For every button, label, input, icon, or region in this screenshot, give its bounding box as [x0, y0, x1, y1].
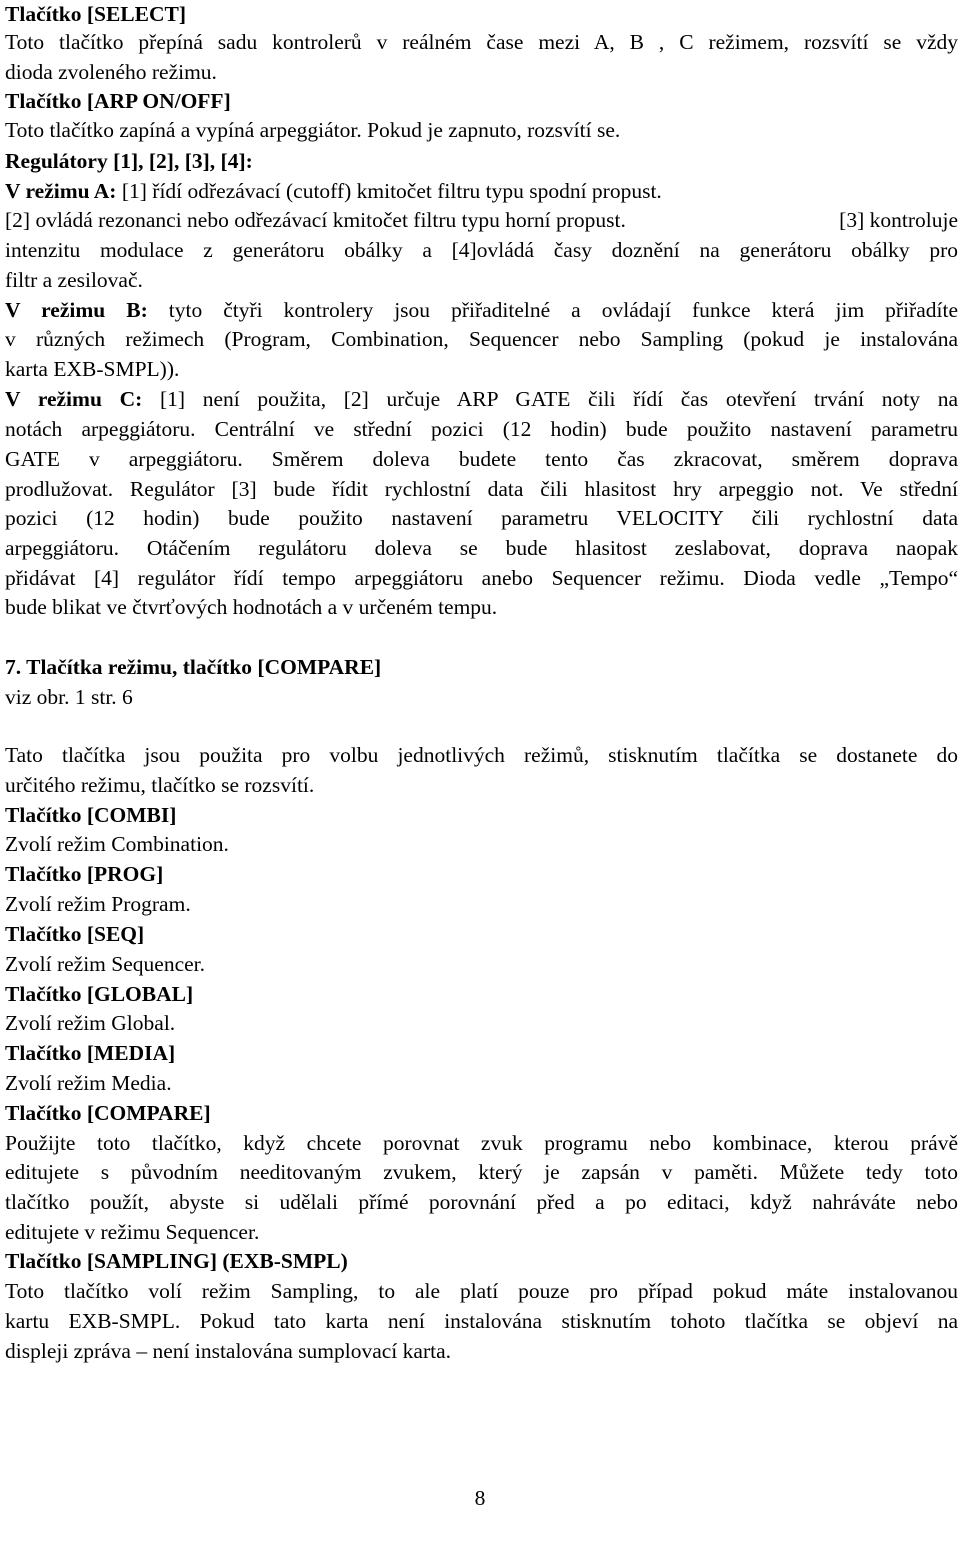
text-line — [5, 745, 958, 767]
line-text: editujete s původním needitovaným zvukem, který je zapsán v paměti. Můžete tedy toto — [5, 1160, 958, 1184]
line-text: dioda zvoleného režimu. — [5, 60, 217, 84]
line-text: v různých režimech (Program, Combination, Sequencer nebo Sampling (pokud je instalována — [5, 327, 958, 351]
bold-text: Tlačítko [MEDIA] — [5, 1041, 176, 1065]
line-text: Zvolí režim Global. — [5, 1011, 176, 1035]
line-text: [1] řídí odřezávací (cutoff) kmitočet filtru typu spodní propust. — [116, 179, 662, 203]
bold-text: V režimu C: — [5, 387, 143, 411]
text-line — [5, 1013, 175, 1035]
text-line — [839, 210, 958, 232]
text-line — [5, 240, 958, 262]
line-text: pozici (12 hodin) bude použito nastavení parametru VELOCITY čili rychlostní data — [5, 506, 958, 530]
line-text: Toto tlačítko přepíná sadu kontrolerů v reálném čase mezi A, B , C režimem, rozsvítí se vždy — [5, 30, 958, 54]
text-line — [5, 924, 144, 946]
text-line — [5, 1251, 348, 1273]
line-text: Použijte toto tlačítko, když chcete porovnat zvuk programu nebo kombinace, kterou právě — [5, 1131, 958, 1155]
text-line — [5, 984, 193, 1006]
text-line — [5, 329, 958, 351]
line-text: arpeggiátoru. Otáčením regulátoru doleva se bude hlasitost zeslabovat, doprava naopak — [5, 536, 958, 560]
text-line — [5, 181, 662, 203]
bold-text: V režimu A: — [5, 179, 117, 203]
text-line — [5, 1073, 172, 1095]
bold-text: Tlačítko [SAMPLING] (EXB-SMPL) — [5, 1249, 348, 1273]
line-text: editujete v režimu Sequencer. — [5, 1220, 260, 1244]
text-line — [5, 1103, 211, 1125]
text-line — [5, 1133, 958, 1155]
text-line — [5, 120, 620, 142]
line-text: karta EXB-SMPL)). — [5, 357, 180, 381]
text-line — [5, 1341, 451, 1363]
bold-text: Tlačítko [COMPARE] — [5, 1101, 211, 1125]
text-line — [5, 1281, 958, 1303]
line-text: bude blikat ve čtvrťových hodnotách a v určeném tempu. — [5, 595, 498, 619]
text-line — [5, 479, 958, 501]
text-line — [5, 775, 314, 797]
line-text: filtr a zesilovač. — [5, 268, 143, 292]
text-line — [5, 32, 958, 54]
line-text: prodlužovat. Regulátor [3] bude řídit rychlostní data čili hlasitost hry arpeggio not. Ve střední — [5, 477, 958, 501]
line-text: [3] kontroluje — [839, 208, 958, 232]
line-text: Zvolí režim Combination. — [5, 832, 229, 856]
line-text: tyto čtyři kontrolery jsou přiřaditelné a ovládají funkce která jim přiřadíte — [147, 298, 959, 322]
text-line — [5, 538, 958, 560]
line-text: Zvolí režim Sequencer. — [5, 952, 205, 976]
text-line — [5, 597, 497, 619]
text-line — [5, 91, 231, 113]
line-text: intenzitu modulace z generátoru obálky a [4]ovládá časy doznění na generátoru obálky pro — [5, 238, 958, 262]
line-text: Toto tlačítko volí režim Sampling, to ale platí pouze pro případ pokud máte instalovanou — [5, 1279, 958, 1303]
line-text: viz obr. 1 str. 6 — [5, 685, 133, 709]
text-line — [5, 359, 179, 381]
bold-text: 7. Tlačítka režimu, tlačítko [COMPARE] — [5, 655, 382, 679]
text-line — [5, 1043, 175, 1065]
text-line — [5, 864, 163, 886]
text-line — [5, 449, 958, 471]
text-line — [5, 568, 958, 590]
bold-text: Tlačítko [COMBI] — [5, 803, 177, 827]
text-line — [5, 1222, 259, 1244]
line-text: notách arpeggiátoru. Centrální ve střední pozici (12 hodin) bude použito nastavení parametru — [5, 417, 958, 441]
text-line — [5, 210, 626, 232]
page-number: 8 — [474, 1486, 486, 1510]
bold-text: Regulátory [1], [2], [3], [4]: — [5, 149, 253, 173]
line-text: Zvolí režim Media. — [5, 1071, 172, 1095]
text-line — [5, 657, 381, 679]
text-line — [5, 687, 133, 709]
text-line — [5, 389, 958, 411]
text-line — [5, 508, 958, 530]
text-line — [5, 62, 217, 84]
line-text: GATE v arpeggiátoru. Směrem doleva budete tento čas zkracovat, směrem doprava — [5, 447, 958, 471]
line-text: tlačítko použít, abyste si udělali přímé porovnání před a po editaci, když nahráváte nebo — [5, 1190, 958, 1214]
text-line — [5, 894, 191, 916]
text-line — [5, 1311, 958, 1333]
line-text: Tato tlačítka jsou použita pro volbu jednotlivých režimů, stisknutím tlačítka se dostanete do — [5, 743, 958, 767]
text-line — [5, 270, 143, 292]
line-text: displeji zpráva – není instalována sumplovací karta. — [5, 1339, 451, 1363]
text-line — [5, 1192, 958, 1214]
line-text: kartu EXB-SMPL. Pokud tato karta není instalována stisknutím tohoto tlačítka se objeví na — [5, 1309, 958, 1333]
line-text: [1] není použita, [2] určuje ARP GATE čili řídí čas otevření trvání noty na — [142, 387, 959, 411]
bold-text: Tlačítko [SEQ] — [5, 922, 145, 946]
line-text: Toto tlačítko zapíná a vypíná arpeggiátor. Pokud je zapnuto, rozsvítí se. — [5, 118, 621, 142]
text-line — [5, 954, 205, 976]
bold-text: Tlačítko [ARP ON/OFF] — [5, 89, 231, 113]
bold-text: V režimu B: — [5, 298, 148, 322]
line-text: [2] ovládá rezonanci nebo odřezávací kmitočet filtru typu horní propust. — [5, 208, 626, 232]
bold-text: Tlačítko [PROG] — [5, 862, 164, 886]
line-text: určitého režimu, tlačítko se rozsvítí. — [5, 773, 315, 797]
text-line — [5, 419, 958, 441]
text-line — [5, 151, 253, 173]
text-line — [5, 805, 176, 827]
bold-text: Tlačítko [GLOBAL] — [5, 982, 194, 1006]
line-text: přidávat [4] regulátor řídí tempo arpeggiátoru anebo Sequencer režimu. Dioda vedle „Tempo“ — [5, 566, 958, 590]
text-line — [5, 834, 229, 856]
text-line — [5, 4, 186, 26]
line-text: Zvolí režim Program. — [5, 892, 191, 916]
bold-text: Tlačítko [SELECT] — [5, 2, 186, 26]
text-line — [5, 300, 958, 322]
text-line — [5, 1162, 958, 1184]
